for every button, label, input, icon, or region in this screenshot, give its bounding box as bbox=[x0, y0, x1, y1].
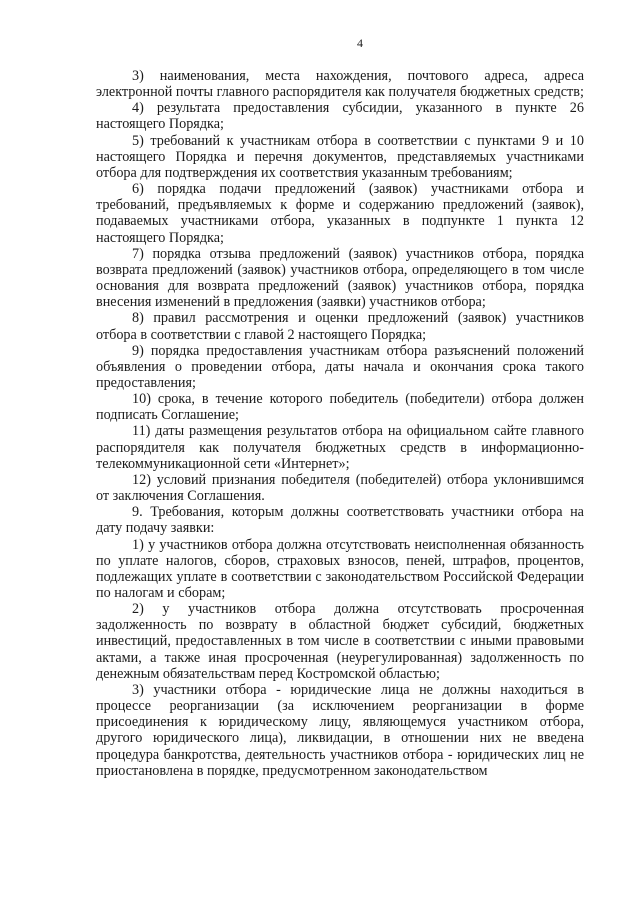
paragraph-item-7-withdrawal-order: 7) порядка отзыва предложений (заявок) участников отбора, порядка возврата предложений (заявок) участников отбора, определяющего в том числе основания для возврата предложений (заявок) участников отбора, порядка внесения изменений в предложения (заявки) участников отбора; bbox=[96, 245, 584, 311]
document-body bbox=[96, 68, 584, 779]
paragraph-item-5-requirements: 5) требований к участникам отбора в соответствии с пунктами 9 и 10 настоящего Порядка и перечня документов, представляемых участниками отбора для подтверждения их соответствия указанным требованиям; bbox=[96, 132, 584, 181]
page-number: 4 bbox=[357, 36, 363, 50]
paragraph-req-2-debts: 2) у участников отбора должна отсутствовать просроченная задолженность по возврату в областной бюджет субсидий, бюджетных инвестиций, предоставленных в том числе в соответствии с иными правовыми актами, а также иная просроченная (неурегулированная) задолженность по денежным обязательствам перед Костромской областью; bbox=[96, 601, 584, 682]
paragraph-item-9-clarifications: 9) порядка предоставления участникам отбора разъяснений положений объявления о проведении отбора, даты начала и окончания срока такого предоставления; bbox=[96, 342, 584, 391]
paragraph-req-3-reorganization: 3) участники отбора - юридические лица не должны находиться в процессе реорганизации (за исключением реорганизации в форме присоединения к юридическому лицу, являющемуся участником отбора, другого юридического лица), ликвидации, в отношении них не введена процедура банкротства, деятельность участников отбора - юридических лиц не приостановлена в порядке, предусмотренном законодательством bbox=[96, 681, 584, 779]
paragraph-item-8-evaluation-rules: 8) правил рассмотрения и оценки предложений (заявок) участников отбора в соответствии с главой 2 настоящего Порядка; bbox=[96, 310, 584, 343]
paragraph-item-3-address: 3) наименования, места нахождения, почтового адреса, адреса электронной почты главного распорядителя как получателя бюджетных средств; bbox=[96, 68, 584, 101]
paragraph-item-4-result: 4) результата предоставления субсидии, указанного в пункте 26 настоящего Порядка; bbox=[96, 100, 584, 133]
paragraph-item-10-signing-deadline: 10) срока, в течение которого победитель (победители) отбора должен подписать Соглашение; bbox=[96, 391, 584, 424]
paragraph-item-12-evasion-conditions: 12) условий признания победителя (победителей) отбора уклонившимся от заключения Соглашения. bbox=[96, 471, 584, 505]
paragraph-item-6-submission-order: 6) порядка подачи предложений (заявок) участниками отбора и требований, предъявляемых к форме и содержанию предложений (заявок), подаваемых участниками отбора, указанных в подпункте 1 пункта 12 настоящего Порядка; bbox=[96, 181, 584, 246]
section-9-heading: 9. Требования, которым должны соответствовать участники отбора на дату подачу заявки: bbox=[96, 504, 584, 537]
paragraph-req-1-taxes: 1) у участников отбора должна отсутствовать неисполненная обязанность по уплате налогов, сборов, страховых взносов, пеней, штрафов, процентов, подлежащих уплате в соответствии с законодательством Российской Федерации по налогам и сборам; bbox=[96, 536, 584, 601]
paragraph-item-11-results-publication: 11) даты размещения результатов отбора на официальном сайте главного распорядителя как получателя бюджетных средств в информационно-телекоммуникационной сети «Интернет»; bbox=[96, 423, 584, 472]
